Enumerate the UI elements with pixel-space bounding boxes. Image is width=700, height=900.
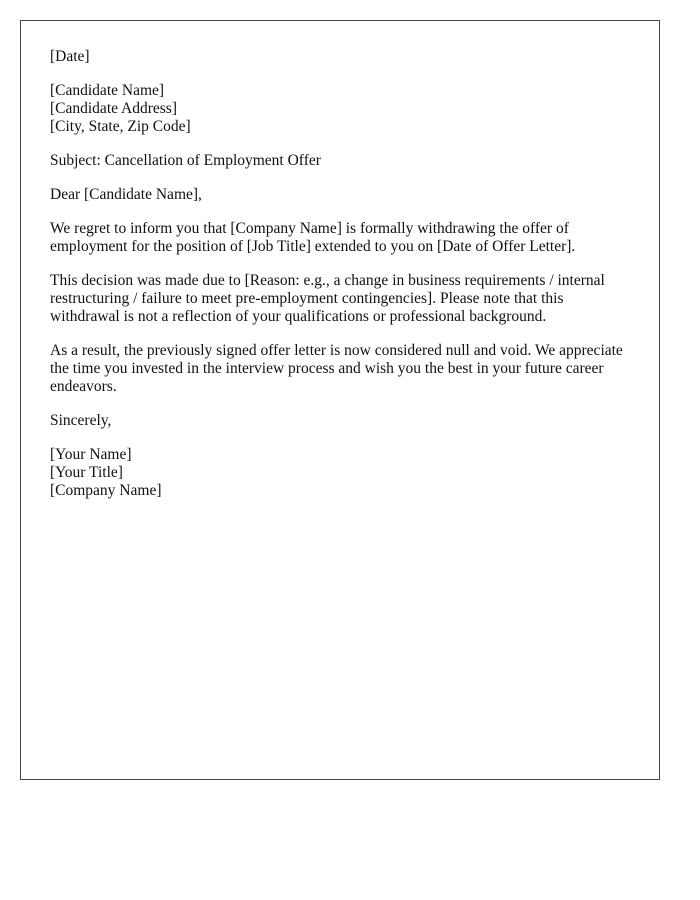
signature-name: [Your Name] [50,446,132,463]
closing: Sincerely, [50,412,112,429]
signature-company: [Company Name] [50,482,162,499]
letter-content [50,48,635,516]
letter-document [20,20,660,780]
body-paragraph-closing-remarks: As a result, the previously signed offer letter is now considered null and void. We appreciate the time you invested in the interview process and wish you the best in your future career endeavors. [50,342,623,395]
signature-title: [Your Title] [50,464,123,481]
date-block [50,48,635,66]
body-paragraph-reason: This decision was made due to [Reason: e.g., a change in business requirements / internal restructuring / failure to meet pre-employment contingencies]. Please note that this withdrawal is not a reflection of your qualifications or professional background. [50,272,605,325]
recipient-city-state-zip: [City, State, Zip Code] [50,118,191,135]
signature-block [50,446,635,500]
salutation: Dear [Candidate Name], [50,186,202,203]
body-paragraph-withdrawal: We regret to inform you that [Company Name] is formally withdrawing the offer of employment for the position of [Job Title] extended to you on [Date of Offer Letter]. [50,220,576,255]
recipient-address: [Candidate Address] [50,100,177,117]
recipient-name: [Candidate Name] [50,82,165,99]
subject-line: Subject: Cancellation of Employment Offer [50,152,321,169]
letter-date: [Date] [50,48,90,65]
recipient-address-block [50,82,635,136]
